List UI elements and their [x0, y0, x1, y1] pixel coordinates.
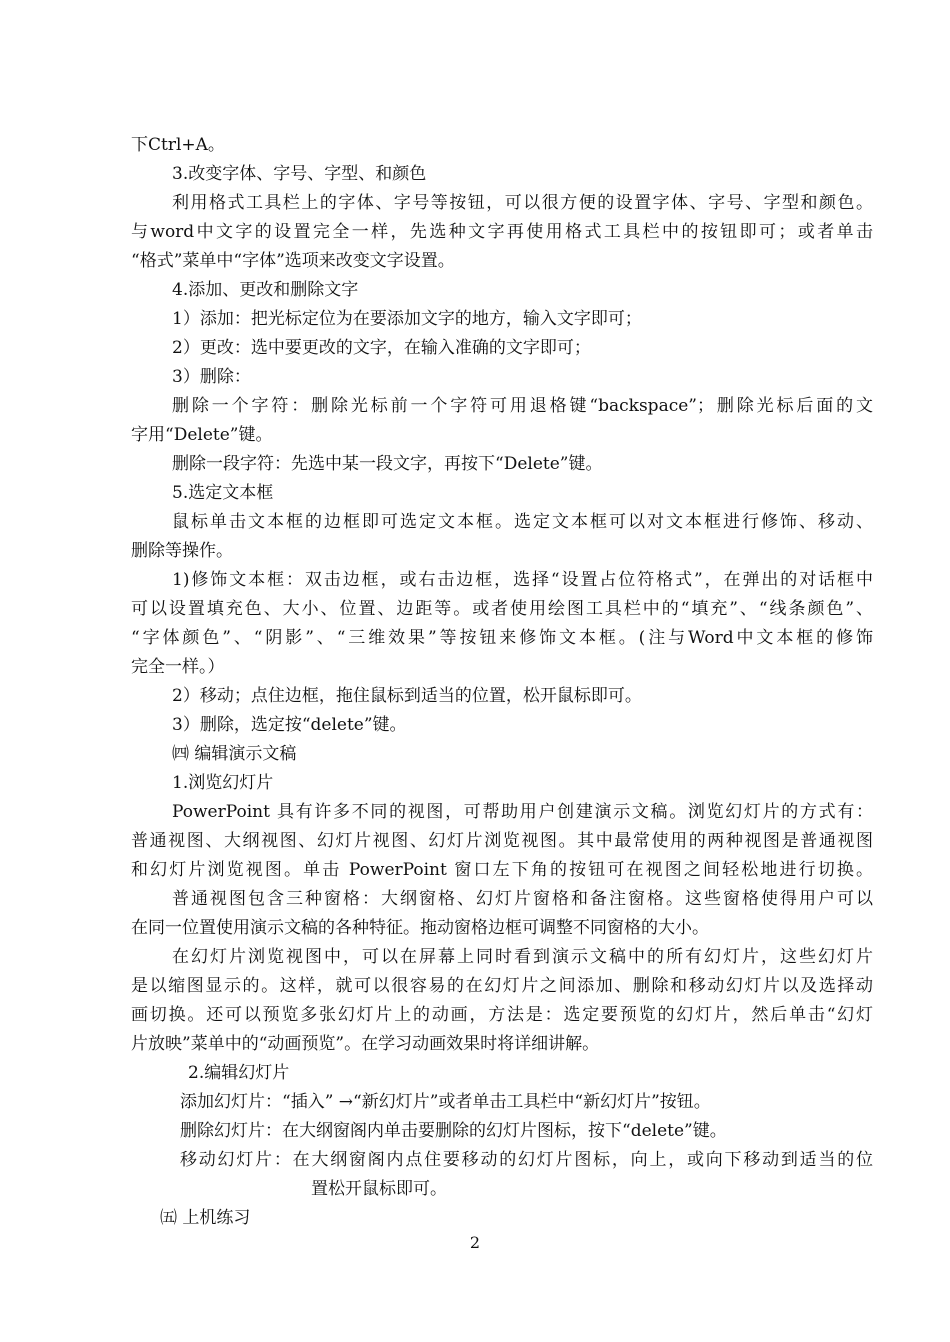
- text-line: 在同一位置使用演示文稿的各种特征。拖动窗格边框可调整不同窗格的大小。: [131, 918, 709, 938]
- section-heading: 5.选定文本框: [172, 483, 274, 503]
- text-line: 画切换。还可以预览多张幻灯片上的动画，方法是：选定要预览的幻灯片，然后单击“幻灯: [131, 1005, 873, 1025]
- text-line: 1)修饰文本框：双击边框，或右击边框，选择“设置占位符格式”，在弹出的对话框中: [172, 570, 873, 590]
- section-heading: ㈤ 上机练习: [160, 1208, 251, 1228]
- text-line: 片放映”菜单中的“动画预览”。在学习动画效果时将详细讲解。: [131, 1034, 600, 1054]
- section-heading: 4.添加、更改和删除文字: [172, 280, 359, 300]
- text-line: “字体颜色”、“阴影”、“三维效果”等按钮来修饰文本框。(注与Word中文本框的修饰: [131, 628, 873, 648]
- text-line: 鼠标单击文本框的边框即可选定文本框。选定文本框可以对文本框进行修饰、移动、: [172, 512, 873, 532]
- text-line: 删除等操作。: [131, 541, 233, 561]
- text-line: “格式”菜单中“字体”选项来改变文字设置。: [131, 251, 455, 271]
- section-heading: 2.编辑幻灯片: [188, 1063, 290, 1083]
- text-line: 可以设置填充色、大小、位置、边距等。或者使用绘图工具栏中的“填充”、“线条颜色”、: [131, 599, 873, 619]
- text-line: 在幻灯片浏览视图中，可以在屏幕上同时看到演示文稿中的所有幻灯片，这些幻灯片: [172, 947, 873, 967]
- text-line: 3）删除：: [172, 367, 251, 387]
- text-line: 普通视图包含三种窗格：大纲窗格、幻灯片窗格和备注窗格。这些窗格使得用户可以: [172, 889, 873, 909]
- text-line: 删除幻灯片：在大纲窗阁内单击要删除的幻灯片图标，按下“delete”键。: [180, 1121, 727, 1141]
- text-line: 3）删除，选定按“delete”键。: [172, 715, 407, 735]
- text-line: 1）添加：把光标定位为在要添加文字的地方，输入文字即可；: [172, 309, 642, 329]
- text-line: 2）更改：选中要更改的文字，在输入准确的文字即可；: [172, 338, 591, 358]
- text-line: 删除一个字符：删除光标前一个字符可用退格键“backspace”；删除光标后面的文: [172, 396, 873, 416]
- text-line: 与word中文字的设置完全一样，先选种文字再使用格式工具栏中的按钮即可；或者单击: [131, 222, 873, 242]
- text-line: 是以缩图显示的。这样，就可以很容易的在幻灯片之间添加、删除和移动幻灯片以及选择动: [131, 976, 873, 996]
- text-line: 和幻灯片浏览视图。单击 PowerPoint 窗口左下角的按钮可在视图之间轻松地进行切换。: [131, 860, 873, 880]
- section-heading: 3.改变字体、字号、字型、和颜色: [172, 164, 427, 184]
- section-heading: 1.浏览幻灯片: [172, 773, 274, 793]
- section-heading: ㈣ 编辑演示文稿: [172, 744, 297, 764]
- text-line: 下Ctrl+A。: [131, 135, 225, 155]
- text-line: 2）移动；点住边框，拖住鼠标到适当的位置，松开鼠标即可。: [172, 686, 642, 706]
- text-line: 移动幻灯片：在大纲窗阁内点住要移动的幻灯片图标，向上，或向下移动到适当的位: [180, 1150, 873, 1170]
- page-number: 2: [469, 1233, 481, 1252]
- text-line: 利用格式工具栏上的字体、字号等按钮，可以很方便的设置字体、字号、字型和颜色。: [172, 193, 873, 213]
- text-line: 添加幻灯片：“插入” →“新幻灯片”或者单击工具栏中“新幻灯片”按钮。: [180, 1092, 711, 1112]
- text-line: PowerPoint 具有许多不同的视图，可帮助用户创建演示文稿。浏览幻灯片的方式有：: [172, 802, 873, 822]
- text-line: 字用“Delete”键。: [131, 425, 273, 445]
- text-line: 删除一段字符：先选中某一段文字，再按下“Delete”键。: [172, 454, 603, 474]
- text-line: 置松开鼠标即可。: [311, 1179, 447, 1199]
- text-line: 普通视图、大纲视图、幻灯片视图、幻灯片浏览视图。其中最常使用的两种视图是普通视图: [131, 831, 873, 851]
- text-line: 完全一样。）: [131, 657, 225, 677]
